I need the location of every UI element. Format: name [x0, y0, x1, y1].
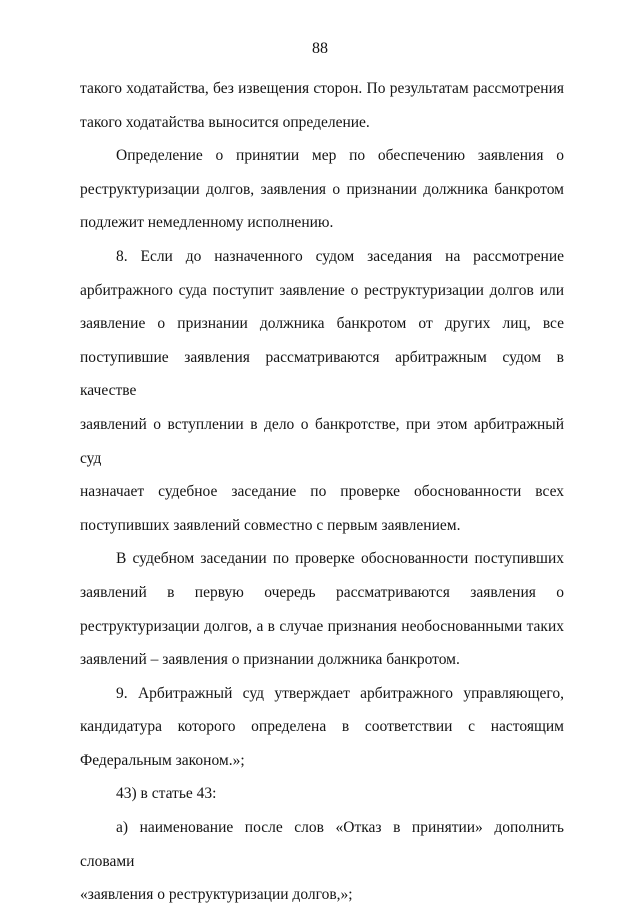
text-line: «заявления о реструктуризации долгов,»; — [80, 886, 353, 904]
text-line: реструктуризации долгов, заявления о признании должника банкротом — [80, 180, 564, 198]
page-number: 88 — [312, 40, 328, 57]
text-line: 43) в статье 43: — [116, 785, 217, 803]
text-line: арбитражного суда поступит заявление о реструктуризации долгов или — [80, 281, 564, 299]
text-line: поступившие заявления рассматриваются арбитражным судом в качестве — [80, 348, 564, 400]
text-line: заявлений о вступлении в дело о банкротстве, при этом арбитражный суд — [80, 415, 564, 467]
text-line: а) наименование после слов «Отказ в принятии» дополнить словами — [80, 819, 564, 870]
document-body — [80, 72, 564, 912]
text-line: Федеральным законом.»; — [80, 751, 245, 769]
text-line: реструктуризации долгов, а в случае признания необоснованными таких — [80, 617, 564, 635]
text-line: такого ходатайства выносится определение. — [80, 113, 370, 131]
text-line: Определение о принятии мер по обеспечению заявления о — [116, 147, 564, 165]
text-line: 9. Арбитражный суд утверждает арбитражного управляющего, — [116, 684, 564, 702]
text-line: подлежит немедленному исполнению. — [80, 214, 334, 232]
text-line: кандидатура которого определена в соответствии с настоящим — [80, 718, 564, 736]
text-line: заявлений – заявления о признании должника банкротом. — [80, 651, 460, 669]
text-line: заявлений в первую очередь рассматриваются заявления о — [80, 583, 564, 601]
text-line: такого ходатайства, без извещения сторон. По результатам рассмотрения — [80, 80, 564, 97]
text-line: 8. Если до назначенного судом заседания на рассмотрение — [116, 247, 564, 265]
text-line: поступивших заявлений совместно с первым заявлением. — [80, 516, 461, 534]
text-line: заявление о признании должника банкротом от других лиц, все — [80, 315, 564, 333]
text-line: В судебном заседании по проверке обоснованности поступивших — [116, 550, 564, 568]
text-line: назначает судебное заседание по проверке обоснованности всех — [80, 483, 564, 501]
